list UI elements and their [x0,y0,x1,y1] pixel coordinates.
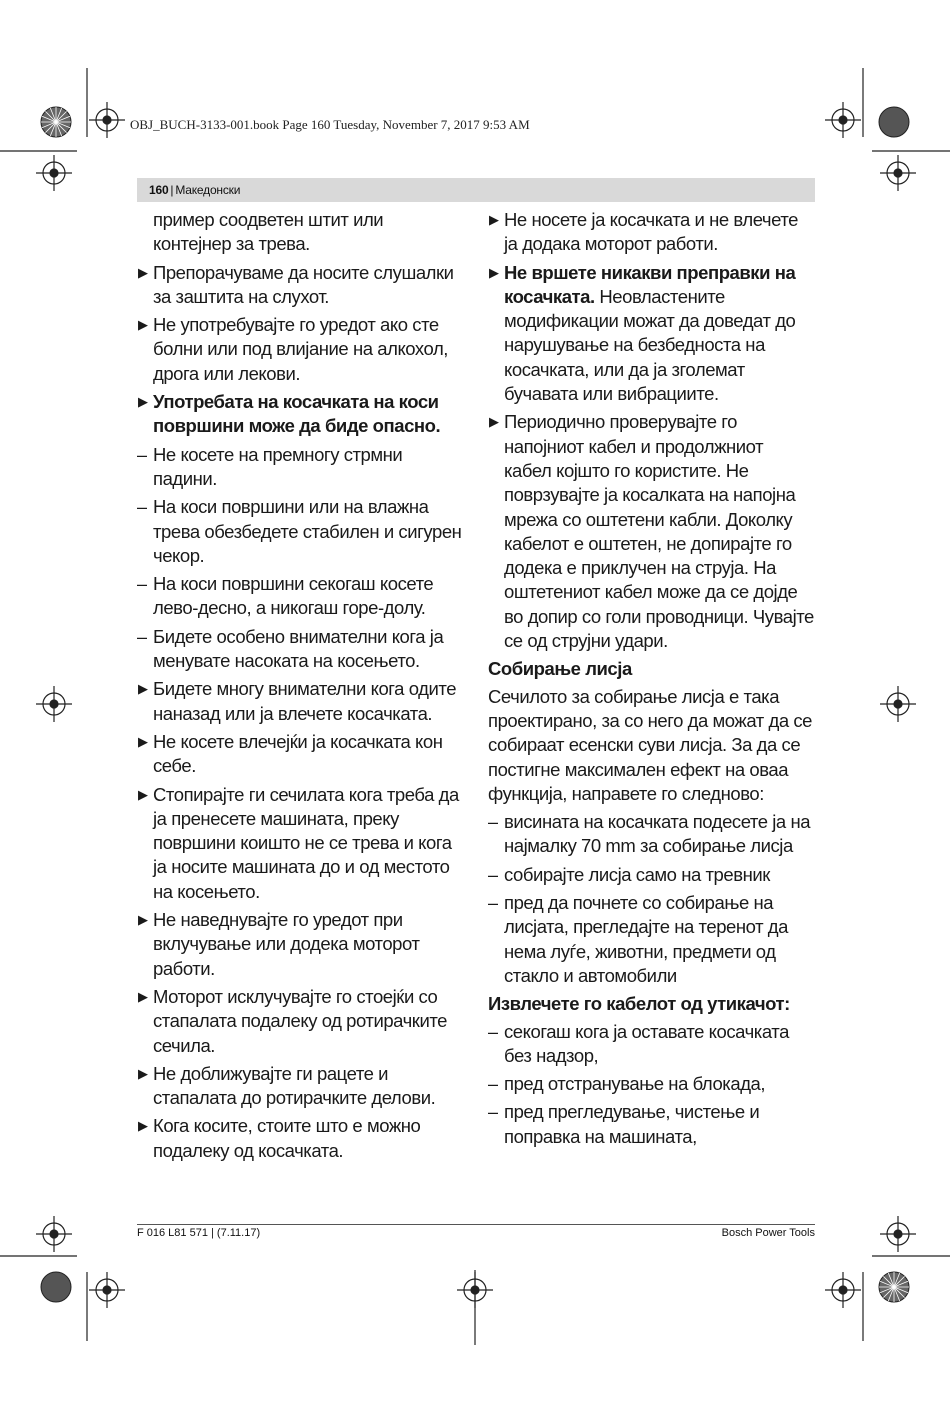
continued-text: пример соодветен штит или контејнер за трева. [153,209,384,255]
dash-item: – пред прегледување, чистење и поправка на машината, [488,1101,760,1147]
bullet-marker-icon: ▶ [138,394,148,410]
bullet-text: Неовластените модификации можат да доведат до нарушување на безбедноста на косачката, или да ја зголемат бучавата или вибрациите. [504,285,796,405]
dash-item: – На коси површини секогаш косете лево-десно, а никогаш горе-долу. [137,573,434,619]
bullet-bold-lead: Не вршете никакви преправки на косачката. [504,261,796,307]
safety-bullet-bold: ▶ Употребата на косачката на коси површини може да биде опасно. [138,391,441,437]
dash-marker: – [488,893,498,914]
safety-bullet: ▶ Не наведнувајте го уредот при вклучување или додека моторот работи. [138,909,420,979]
crosshair-mark-top-left-1 [89,102,125,138]
bullet-marker-icon: ▶ [489,212,499,227]
dash-marker: – [137,497,147,518]
dash-item: – На коси површини или на влажна трева обезбедете стабилен и сигурен чекор. [137,496,462,566]
safety-bullet: ▶ Моторот исклучувајте го стоејќи со стапалата подалеку од ротирачките сечила. [138,985,447,1056]
safety-bullet: ▶ Бидете многу внимателни кога одите наназад или ја влечете косачката. [138,678,457,724]
bullet-marker-icon: ▶ [138,681,148,697]
safety-bullet: ▶ Стопирајте ги сечилата кога треба да ја пренесете машината, преку површини коишто не се трева и кога ја носите машината до и од местото на косењето. [138,783,459,902]
footer-brand: Bosch Power Tools [721,1227,815,1239]
bullet-marker-icon: ▶ [138,912,148,928]
paragraph: Сечилото за собирање лисја е така проектирано, за со него да можат да се собираат есенски суви лисја. За да се постигне максимален ефект на оваа функција, направете го следново: [488,685,812,804]
safety-bullet: ▶ Кога косите, стоите што е можно подалеку од косачката. [138,1115,421,1161]
safety-bullet: ▶ Не доближувајте ги рацете и стапалата до ротирачките делови. [138,1062,436,1109]
section-heading-leaf-collection: Собирање лисја [488,658,632,680]
page-header [137,178,815,202]
dash-marker: – [137,574,147,595]
safety-bullet: ▶ Не носете ја косачката и не влечете ја додака моторот работи. [489,209,798,255]
bullet-marker-icon: ▶ [489,264,499,280]
dash-item: – секогаш кога ја оставате косачката без надзор, [488,1020,789,1066]
dash-item: – пред отстранување на блокада, [488,1072,815,1096]
dash-item: – Бидете особено внимателни кога ја менувате насоката на косењето. [137,625,444,672]
page-number: 160 [149,183,169,197]
safety-bullet: ▶ Не косете влечејќи ја косачката кон себе. [138,730,443,777]
dash-item: – висината на косачката подесете ја на најмалку 70 mm за собирање лисја [488,811,811,857]
right-column [488,208,815,1153]
bullet-marker-icon: ▶ [138,1065,148,1081]
section-language: Македонски [175,183,241,197]
print-info-line: OBJ_BUCH-3133-001.book Page 160 Tuesday, November 7, 2017 9:53 AM [130,117,530,132]
dash-marker: – [137,626,147,647]
dash-marker: – [488,1102,498,1123]
bullet-marker-icon: ▶ [138,786,148,802]
bullet-marker-icon: ▶ [489,414,499,430]
bullet-marker-icon: ▶ [138,988,148,1004]
safety-bullet [488,261,815,407]
bullet-marker-icon: ▶ [138,733,148,749]
footer-doc-code: F 016 L81 571 | (7.11.17) [137,1227,261,1239]
footer-divider [137,1224,815,1225]
dash-marker: – [488,1021,498,1042]
dash-marker: – [488,812,498,833]
header-separator: | [170,183,174,197]
section-heading-unplug: Извлечете го кабелот од утикачот: [488,993,790,1015]
dash-marker: – [488,1074,498,1095]
safety-bullet: ▶ Препорачуваме да носите слушалки за заштита на слухот. [138,261,454,307]
safety-bullet: ▶ Не употребувајте го уредот ако сте болни или под влијание на алкохол, дрога или лекови. [138,314,448,384]
dash-item: – пред да почнете со собирање на лисјата, прегледајте на теренот да нема луѓе, животни, предмети од стакло и автомобили [488,892,788,986]
bullet-marker-icon: ▶ [138,264,148,280]
bullet-marker-icon: ▶ [138,1118,148,1134]
dash-marker: – [488,864,498,885]
dash-item: – собирајте лисја само на тревник [488,863,815,887]
dash-item: – Не косете на премногу стрмни падини. [137,443,403,489]
left-column [137,208,464,1167]
safety-bullet: ▶ Периодично проверувајте го напојниот кабел и продолжниот кабел којшто го користите. Не поврзувајте ја косалката на напојна мрежа со оштетени кабли. Доколку кабелот е оштетен, не допирајте го додека е приклучен на струја. На оштетениот кабел може да се дојде во допир со голи проводници. Чувајте се од струјни удари. [489,411,814,652]
bullet-marker-icon: ▶ [138,317,148,333]
dash-marker: – [137,444,147,465]
